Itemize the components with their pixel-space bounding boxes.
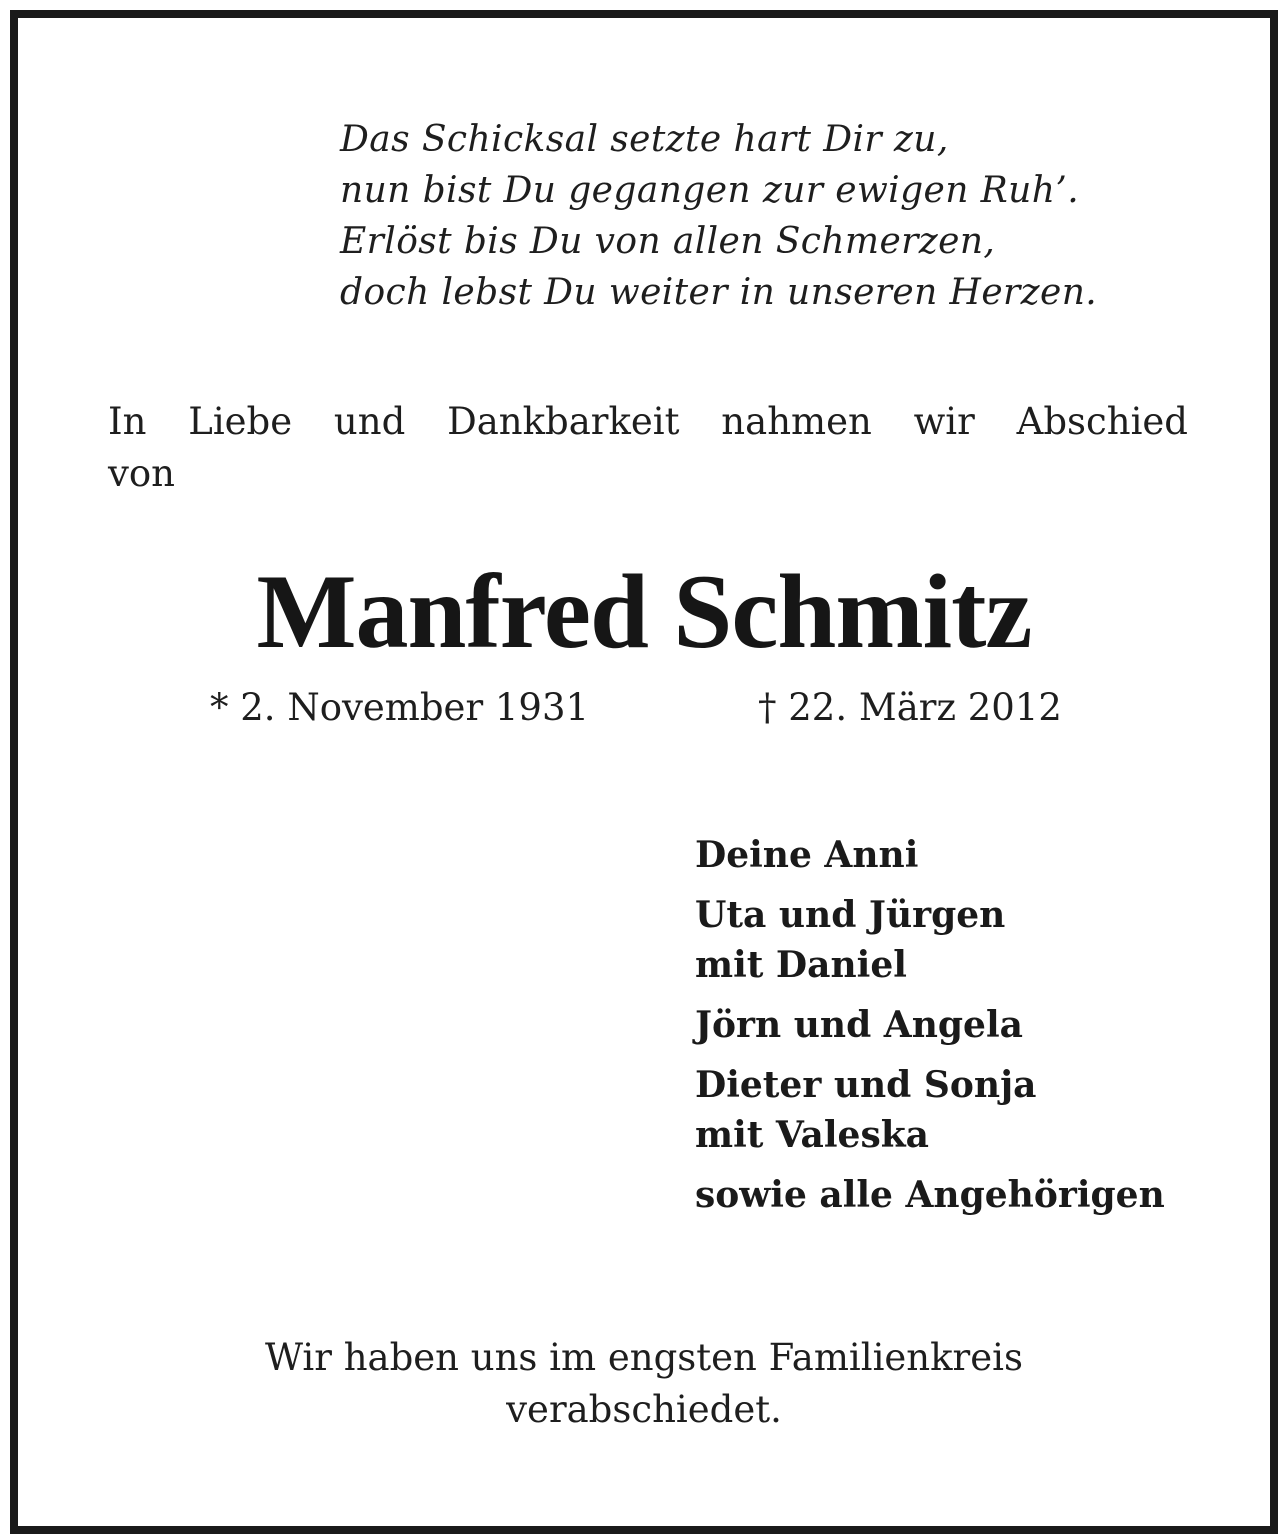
intro-line: In Liebe und Dankbarkeit nahmen wir Abschied xyxy=(108,400,1188,443)
birth-date: * 2. November 1931 xyxy=(210,686,590,729)
closing-line: verabschiedet. xyxy=(506,1388,782,1431)
mourner-group xyxy=(695,830,1215,880)
mourner-group xyxy=(695,1000,1215,1050)
poem-line: nun bist Du gegangen zur ewigen Ruh’. xyxy=(340,170,1080,211)
mourner-name: Deine Anni xyxy=(695,834,919,876)
closing-line: Wir haben uns im engsten Familienkreis xyxy=(265,1336,1023,1379)
mourner-group xyxy=(695,890,1215,990)
mourner-name: sowie alle Angehörigen xyxy=(695,1174,1165,1216)
poem-line: Das Schicksal setzte hart Dir zu, xyxy=(340,119,949,160)
mourner-name: Dieter und Sonja xyxy=(695,1064,1037,1106)
mourner-name: Jörn und Angela xyxy=(695,1004,1023,1046)
poem-line: Erlöst bis Du von allen Schmerzen, xyxy=(340,221,996,262)
mourner-name: Uta und Jürgen xyxy=(695,894,1006,936)
mourner-group xyxy=(695,1060,1215,1160)
obituary-notice xyxy=(10,10,1278,1534)
deceased-name: Manfred Schmitz xyxy=(256,553,1032,670)
intro-line: von xyxy=(108,452,176,495)
closing-note xyxy=(18,1332,1270,1436)
mourners-list xyxy=(695,830,1215,1230)
farewell-intro xyxy=(108,396,1188,500)
memorial-poem xyxy=(340,114,1200,318)
poem-line: doch lebst Du weiter in unseren Herzen. xyxy=(340,272,1098,313)
mourner-name: mit Daniel xyxy=(695,944,907,986)
mourner-group xyxy=(695,1170,1215,1220)
mourner-name: mit Valeska xyxy=(695,1114,929,1156)
death-date: † 22. März 2012 xyxy=(758,686,1062,729)
